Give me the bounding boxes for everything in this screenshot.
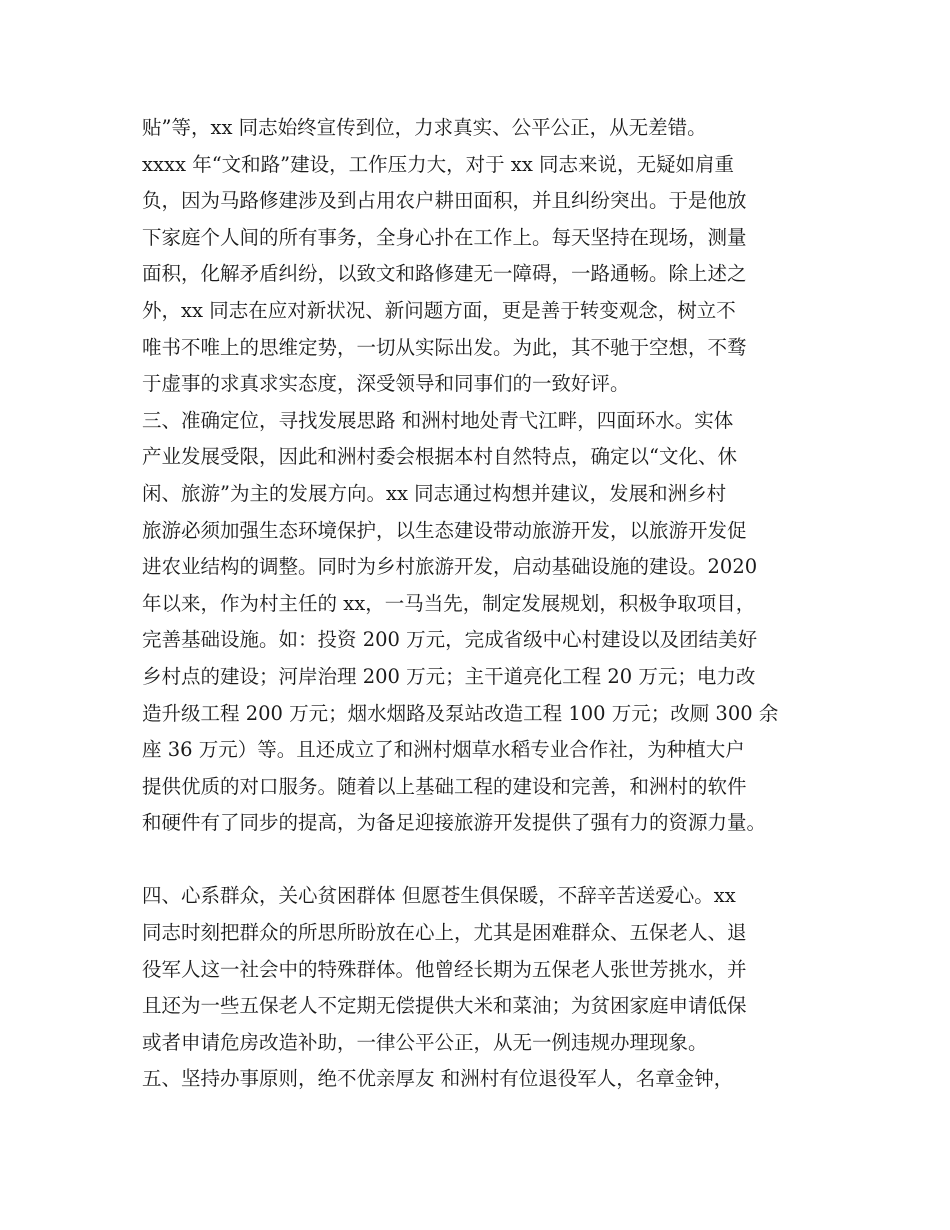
text-line: 旅游必须加强生态环境保护，以生态建设带动旅游开发，以旅游开发促 [142,518,747,542]
paragraph-gap [142,842,842,879]
text-line: 进农业结构的调整。同时为乡村旅游开发，启动基础设施的建设。2020 [142,555,758,579]
text-line: 造升级工程 200 万元；烟水烟路及泵站改造工程 100 万元；改厕 300 余 [142,701,779,725]
text-line: 同志时刻把群众的所思所盼放在心上，尤其是困难群众、五保老人、退 [142,921,747,945]
text-line: 闲、旅游”为主的发展方向。xx 同志通过构想并建议，发展和洲乡村 [142,481,727,505]
section-heading-line: 五、坚持办事原则，绝不优亲厚友 和洲村有位退役军人，名章金钟， [142,1067,734,1091]
text-line: 乡村点的建设；河岸治理 200 万元；主干道亮化工程 20 万元；电力改 [142,664,756,688]
text-line: 产业发展受限，因此和洲村委会根据本村自然特点，确定以“文化、休 [142,445,737,469]
text-line: 或者申请危房改造补助，一律公平公正，从无一例违规办理现象。 [142,1030,708,1054]
text-line: 贴”等，xx 同志始终宣传到位，力求真实、公平公正，从无差错。 [142,116,707,139]
text-line: 提供优质的对口服务。随着以上基础工程的建设和完善，和洲村的软件 [142,774,747,798]
text-line: 和硬件有了同步的提高，为备足迎接旅游开发提供了强有力的资源力量。 [142,811,767,835]
text-line: 役军人这一社会中的特殊群体。他曾经长期为五保老人张世芳挑水，并 [142,957,747,981]
section-heading-line: 四、心系群众，关心贫困群体 但愿苍生俱保暖，不辞辛苦送爱心。xx [142,884,736,908]
document-body [142,110,842,1098]
section-heading-line: 三、准确定位，寻找发展思路 和洲村地处青弋江畔，四面环水。实体 [142,408,734,432]
text-line: 且还为一些五保老人不定期无偿提供大米和菜油；为贫困家庭申请低保 [142,994,747,1018]
text-line: 年以来，作为村主任的 xx，一马当先，制定发展规划，积极争取项目， [142,591,756,615]
text-line: 下家庭个人间的所有事务，全身心扑在工作上。每天坚持在现场，测量 [142,225,747,249]
text-line: xxxx 年“文和路”建设，工作压力大，对于 xx 同志来说，无疑如肩重 [142,152,735,176]
text-line: 面积，化解矛盾纠纷，以致文和路修建无一障碍，一路通畅。除上述之 [142,262,747,286]
text-line: 于虚事的求真求实态度，深受领导和同事们的一致好评。 [142,372,630,396]
text-line: 负，因为马路修建涉及到占用农户耕田面积，并且纠纷突出。于是他放 [142,189,747,213]
text-line: 座 36 万元）等。且还成立了和洲村烟草水稻专业合作社，为种植大户 [142,738,745,762]
text-line: 完善基础设施。如：投资 200 万元，完成省级中心村建设以及团结美好 [142,628,758,652]
text-line: 唯书不唯上的思维定势，一切从实际出发。为此，其不驰于空想，不骛 [142,335,747,359]
text-line: 外，xx 同志在应对新状况、新问题方面，更是善于转变观念，树立不 [142,298,736,322]
